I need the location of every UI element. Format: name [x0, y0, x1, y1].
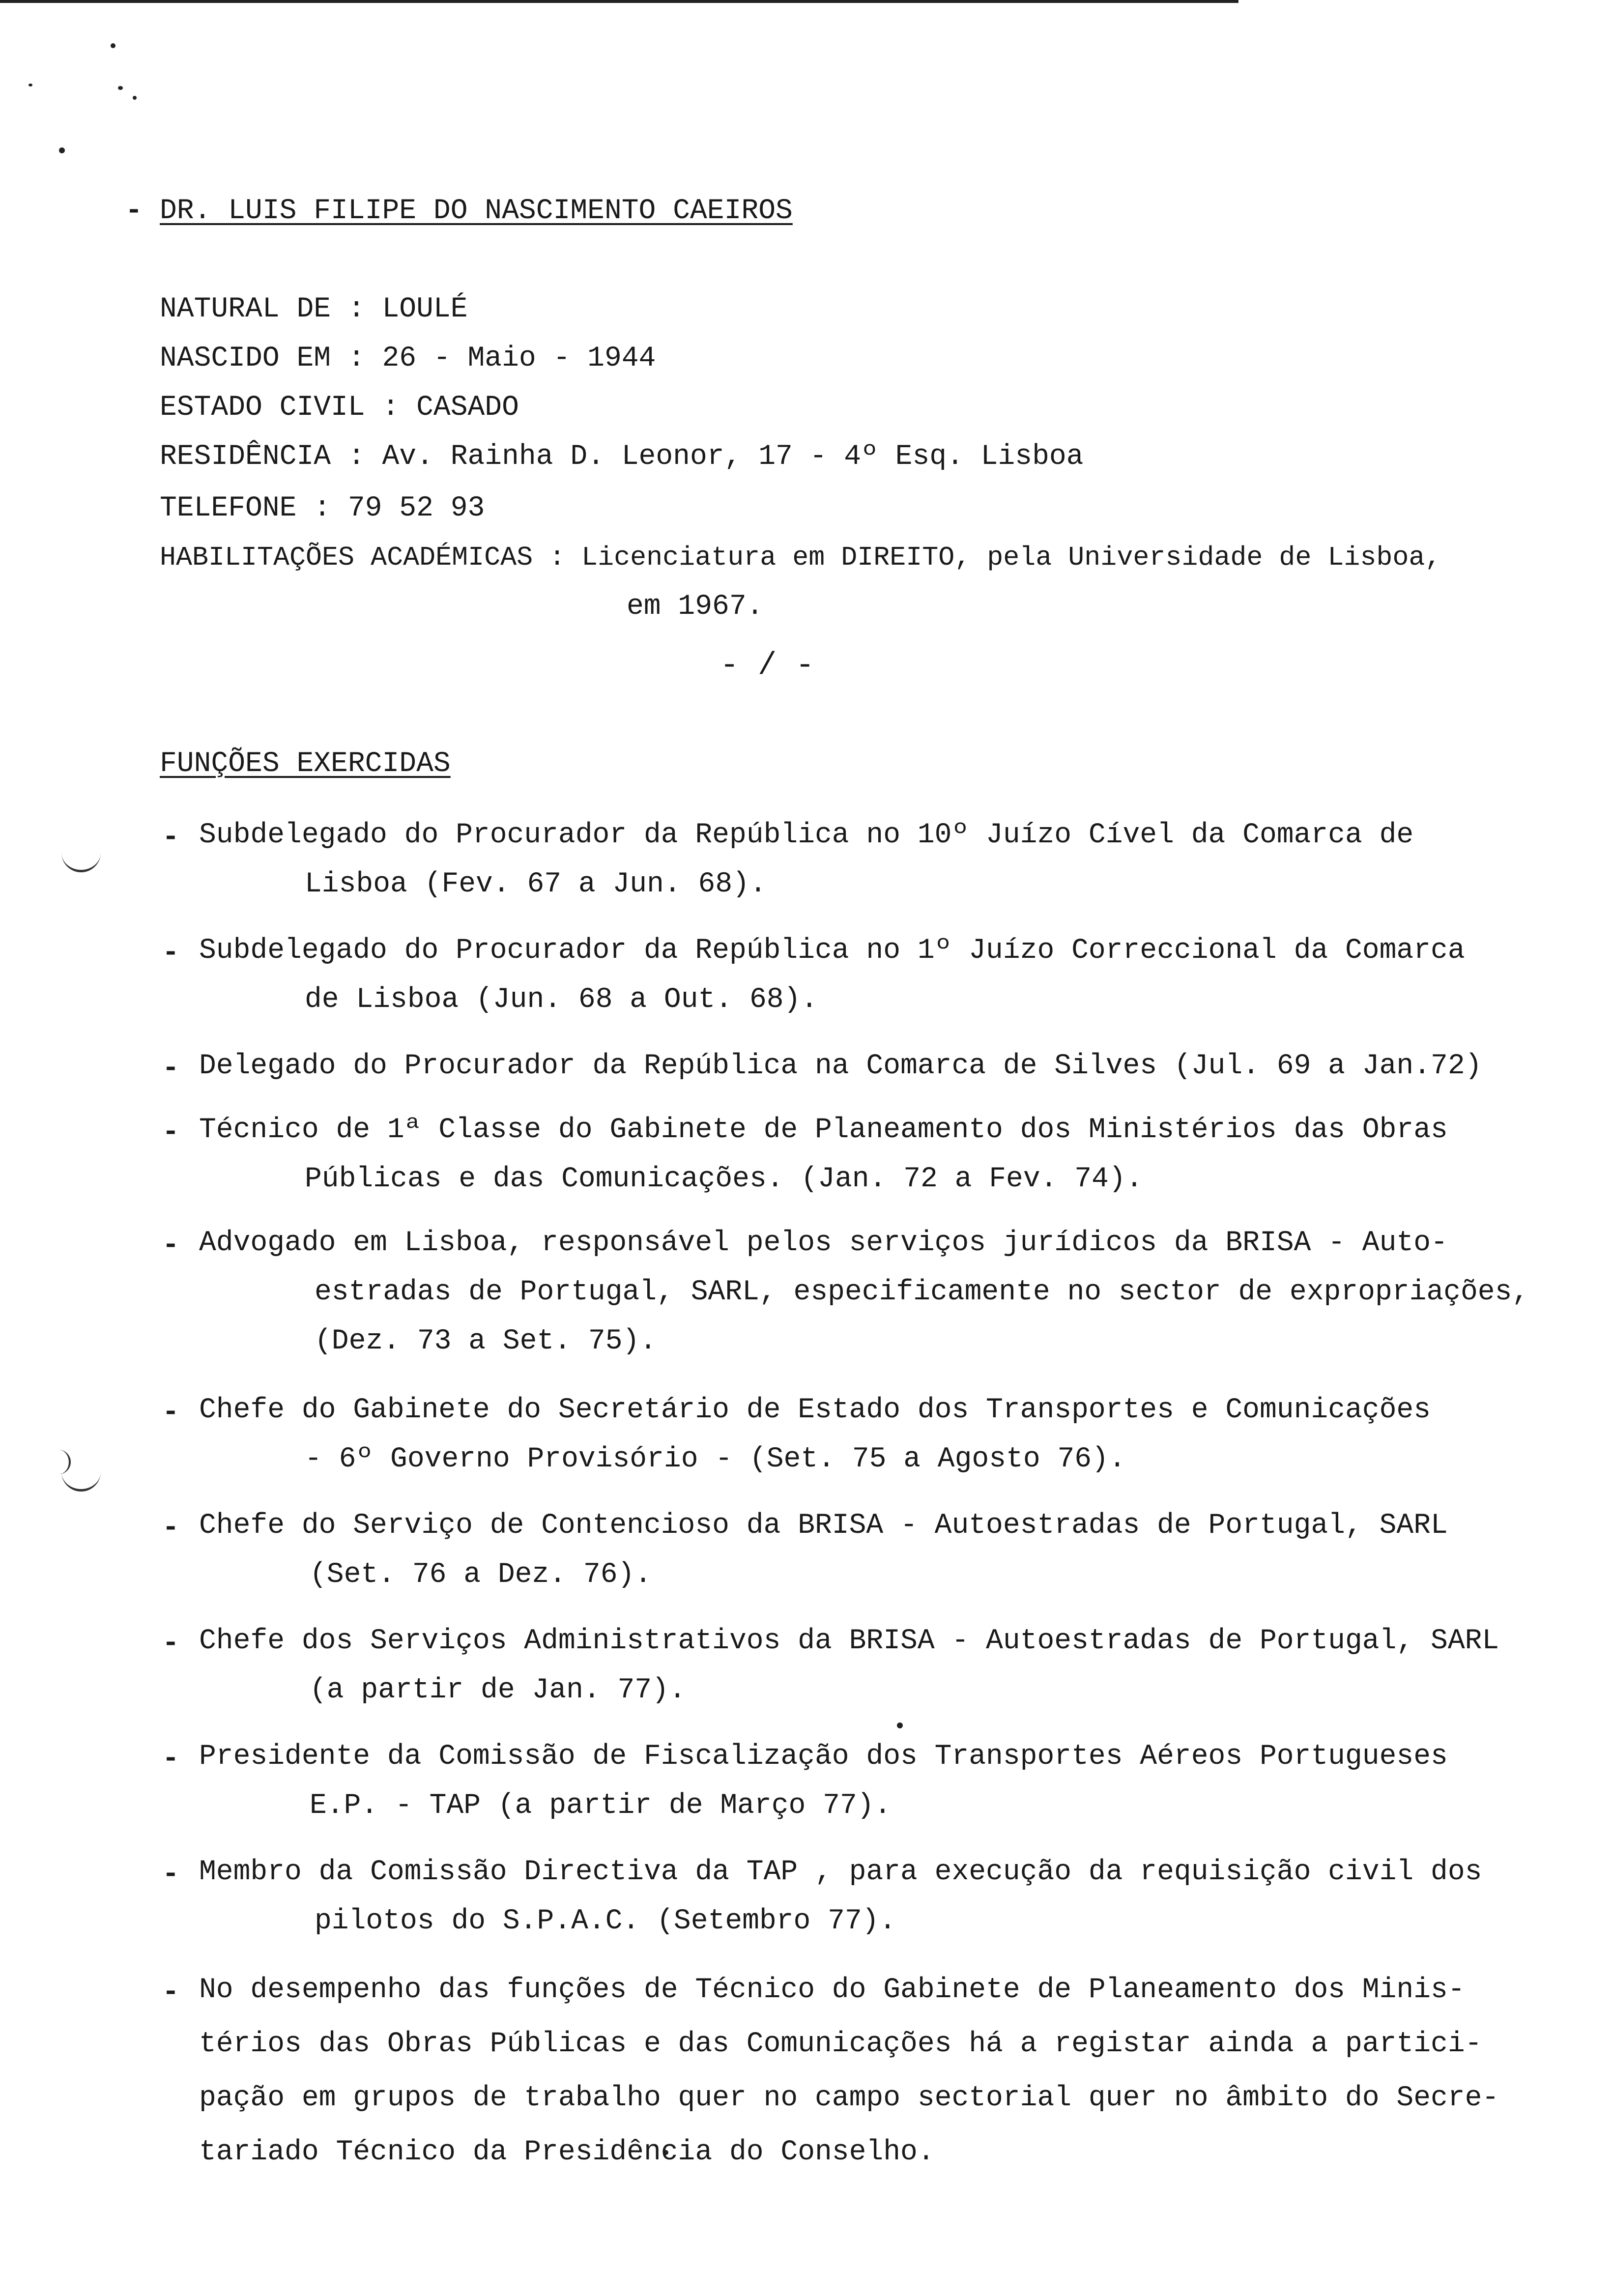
bullet: - [162, 1743, 179, 1775]
scan-speck [118, 86, 123, 90]
estado-civil: ESTADO CIVIL : CASADO [160, 392, 519, 424]
funcao-item-line: Chefe do Gabinete do Secretário de Estado dos Transportes e Comunicações [199, 1394, 1431, 1426]
bullet: - [162, 1512, 179, 1544]
scan-speck [29, 84, 32, 86]
funcao-item-line: Advogado em Lisboa, responsável pelos serviços jurídicos da BRISA - Auto- [199, 1227, 1448, 1259]
punch-hole-mark [61, 850, 101, 872]
punch-hole-mark [61, 1469, 101, 1492]
funcao-item-line: Lisboa (Fev. 67 a Jun. 68). [305, 868, 767, 900]
funcao-item-line: Técnico de 1ª Classe do Gabinete de Planeamento dos Ministérios das Obras [199, 1114, 1448, 1146]
funcao-item-line: de Lisboa (Jun. 68 a Out. 68). [305, 984, 818, 1016]
funcao-item-line: tariado Técnico da Presidência do Conselho. [199, 2136, 935, 2168]
scan-speck [59, 147, 65, 153]
funcao-item-line: No desempenho das funções de Técnico do Gabinete de Planeamento dos Minis- [199, 1974, 1465, 2006]
bullet: - [162, 822, 179, 854]
bullet: - [162, 1628, 179, 1660]
funcao-item-line: estradas de Portugal, SARL, especificamente no sector de expropriações, [315, 1276, 1529, 1308]
nascido-em: NASCIDO EM : 26 - Maio - 1944 [160, 343, 656, 374]
funcao-item-line: Subdelegado do Procurador da República no 1º Juízo Correccional da Comarca [199, 935, 1465, 967]
bullet: - [162, 1397, 179, 1429]
scan-speck [133, 96, 137, 100]
natural-de: NATURAL DE : LOULÉ [160, 293, 468, 325]
funcao-item-line: E.P. - TAP (a partir de Março 77). [310, 1790, 892, 1822]
habilitacoes-ano: em 1967. [627, 591, 764, 623]
funcao-item-line: Públicas e das Comunicações. (Jan. 72 a Fev. 74). [305, 1163, 1143, 1195]
funcao-item-line: - 6º Governo Provisório - (Set. 75 a Agosto 76). [305, 1443, 1126, 1475]
residencia: RESIDÊNCIA : Av. Rainha D. Leonor, 17 - 4º Esq. Lisboa [160, 441, 1084, 473]
scan-speck [897, 1722, 903, 1728]
funcao-item-line: Membro da Comissão Directiva da TAP , para execução da requisição civil dos [199, 1856, 1482, 1888]
telefone: TELEFONE : 79 52 93 [160, 492, 485, 524]
funcao-item-line: Presidente da Comissão de Fiscalização dos Transportes Aéreos Portugueses [199, 1741, 1448, 1773]
bullet: - [162, 937, 179, 969]
person-name-title: DR. LUIS FILIPE DO NASCIMENTO CAEIROS [160, 195, 793, 227]
bullet: - [162, 1859, 179, 1891]
top-edge-rule [0, 0, 1238, 3]
funcao-item-line: pação em grupos de trabalho quer no campo sectorial quer no âmbito do Secre- [199, 2082, 1499, 2114]
funcoes-heading: FUNÇÕES EXERCIDAS [160, 748, 451, 780]
bullet: - [162, 1230, 179, 1262]
bullet: - [162, 1117, 179, 1148]
funcao-item-line: Chefe dos Serviços Administrativos da BRISA - Autoestradas de Portugal, SARL [199, 1625, 1499, 1657]
funcao-item-line: Subdelegado do Procurador da República no 10º Juízo Cível da Comarca de [199, 819, 1414, 851]
bullet: - [162, 1977, 179, 2009]
habilitacoes-academicas: HABILITAÇÕES ACADÉMICAS : Licenciatura em DIREITO, pela Universidade de Lisboa, [160, 542, 1441, 573]
funcao-item-line: (Set. 76 a Dez. 76). [310, 1559, 652, 1591]
funcao-item-line: (a partir de Jan. 77). [310, 1674, 686, 1706]
bullet: - [162, 1053, 179, 1085]
funcao-item-line: pilotos do S.P.A.C. (Setembro 77). [315, 1905, 896, 1937]
section-separator: - / - [720, 648, 815, 684]
bullet: - [125, 195, 143, 227]
funcao-item-line: (Dez. 73 a Set. 75). [315, 1325, 657, 1357]
scan-speck [111, 43, 115, 48]
funcao-item-line: Delegado do Procurador da República na Comarca de Silves (Jul. 69 a Jan.72) [199, 1050, 1482, 1082]
funcao-item-line: Chefe do Serviço de Contencioso da BRISA - Autoestradas de Portugal, SARL [199, 1510, 1448, 1542]
funcao-item-line: térios das Obras Públicas e das Comunicações há a registar ainda a partici- [199, 2028, 1482, 2060]
